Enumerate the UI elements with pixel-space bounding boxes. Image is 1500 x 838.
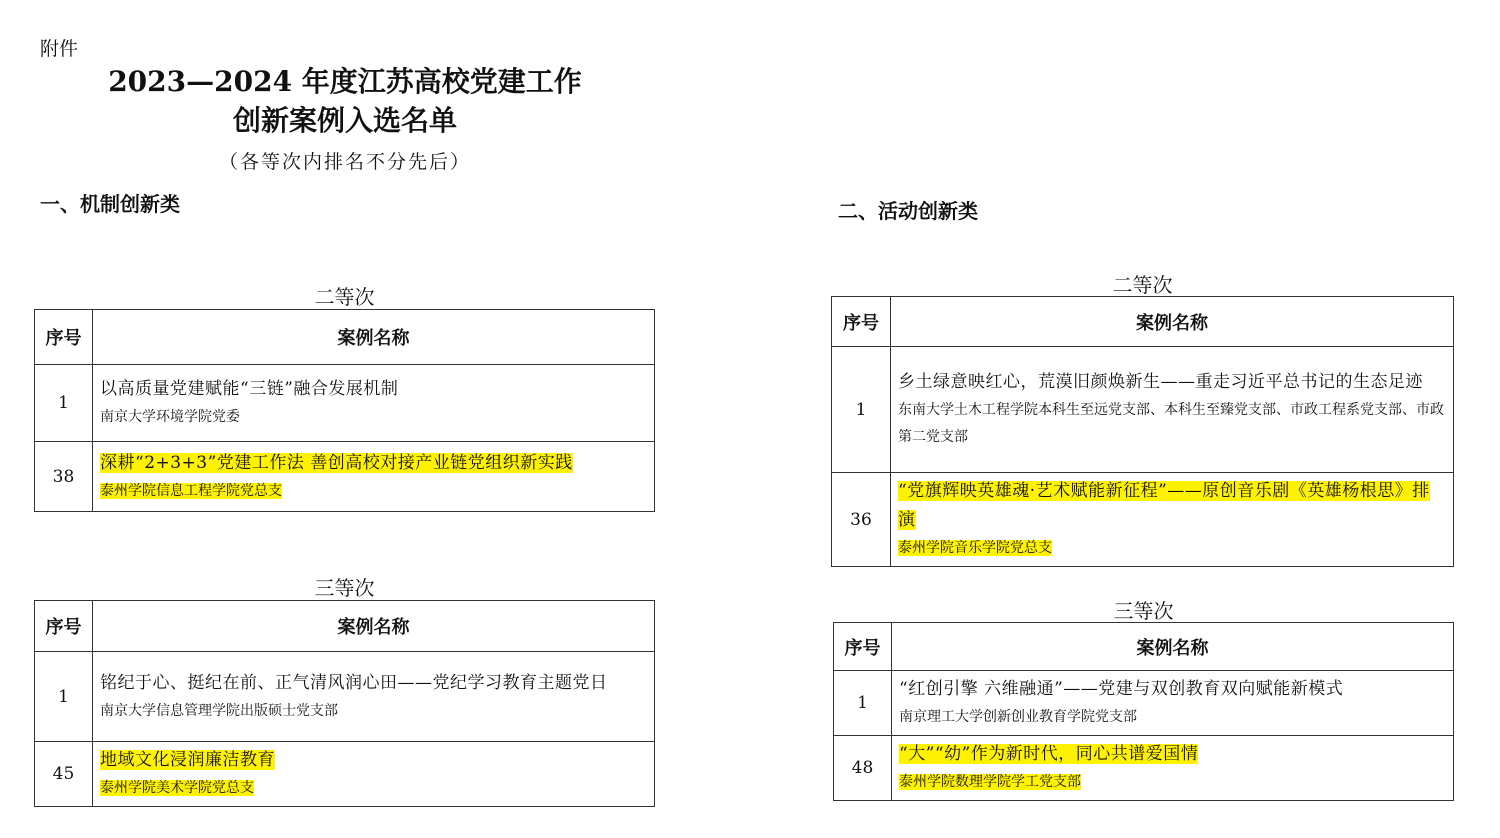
document-title-line2: 创新案例入选名单 [232,104,457,137]
seq-header: 序号 [35,601,93,652]
table-row [832,347,1454,473]
case-name: “党旗辉映英雄魂·艺术赋能新征程”——原创音乐剧《英雄杨根思》排演 [898,481,1430,530]
seq-header: 序号 [832,297,891,347]
table-row [35,742,655,807]
section1-grade2-label: 二等次 [314,285,375,309]
seq-header: 序号 [834,623,892,671]
table-row [832,473,1454,567]
case-name: 地域文化浸润廉洁教育 [100,750,275,770]
table-header-row [35,310,655,365]
case-name: “红创引擎 六维融通”——党建与双创教育双向赋能新模式 [899,679,1344,699]
section1-grade2-table [34,309,655,512]
row-seq: 1 [35,652,93,742]
table-row [834,671,1454,736]
section1-heading: 一、机制创新类 [40,192,180,216]
case-unit: 东南大学土木工程学院本科生至远党支部、本科生至臻党支部、市政工程系党支部、市政第二党支部 [898,402,1444,445]
document-title-line1: 2023—2024 年度江苏高校党建工作 [108,65,582,98]
row-content [93,442,655,512]
case-name: 以高质量党建赋能“三链”融合发展机制 [100,379,399,399]
row-seq: 48 [834,736,892,801]
table-row [35,365,655,442]
section1-grade3-label: 三等次 [314,576,375,600]
row-seq: 1 [35,365,93,442]
case-name: “大”“幼”作为新时代，同心共谱爱国情 [899,744,1199,764]
row-content [93,365,655,442]
table-row [35,652,655,742]
case-name: 铭纪于心、挺纪在前、正气清风润心田——党纪学习教育主题党日 [100,672,608,693]
table-header-row [832,297,1454,347]
section1-grade3-table [34,600,655,807]
case-unit: 南京大学信息管理学院出版硕士党支部 [100,702,338,719]
row-seq: 38 [35,442,93,512]
case-unit: 泰州学院信息工程学院党总支 [100,482,282,499]
table-row [35,442,655,512]
row-content [892,736,1454,801]
table-header-row [834,623,1454,671]
case-unit: 泰州学院美术学院党总支 [100,780,254,796]
row-content [891,347,1454,473]
table-header-row [35,601,655,652]
seq-header: 序号 [35,310,93,365]
row-seq: 36 [832,473,891,567]
name-header: 案例名称 [93,310,655,365]
section2-grade3-table [833,622,1454,801]
case-unit: 泰州学院数理学院学工党支部 [899,774,1081,790]
row-seq: 1 [834,671,892,736]
case-name: 深耕“2+3+3”党建工作法 善创高校对接产业链党组织新实践 [100,452,573,473]
row-content [892,671,1454,736]
row-seq: 1 [832,347,891,473]
case-name: 乡土绿意映红心，荒漠旧颜焕新生——重走习近平总书记的生态足迹 [898,372,1423,392]
section2-heading: 二、活动创新类 [838,199,978,223]
name-header: 案例名称 [93,601,655,652]
row-content [93,742,655,807]
document-note: （各等次内排名不分先后） [218,151,471,173]
attachment-label: 附件 [40,38,79,60]
case-unit: 南京理工大学创新创业教育学院党支部 [899,709,1137,725]
name-header: 案例名称 [892,623,1454,671]
table-row [834,736,1454,801]
case-unit: 泰州学院音乐学院党总支 [898,540,1052,556]
row-content [93,652,655,742]
row-seq: 45 [35,742,93,807]
section2-grade2-label: 二等次 [1112,273,1173,297]
section2-grade2-table [831,296,1454,567]
section2-grade3-label: 三等次 [1113,599,1174,623]
case-unit: 南京大学环境学院党委 [100,409,240,425]
name-header: 案例名称 [891,297,1454,347]
row-content [891,473,1454,567]
